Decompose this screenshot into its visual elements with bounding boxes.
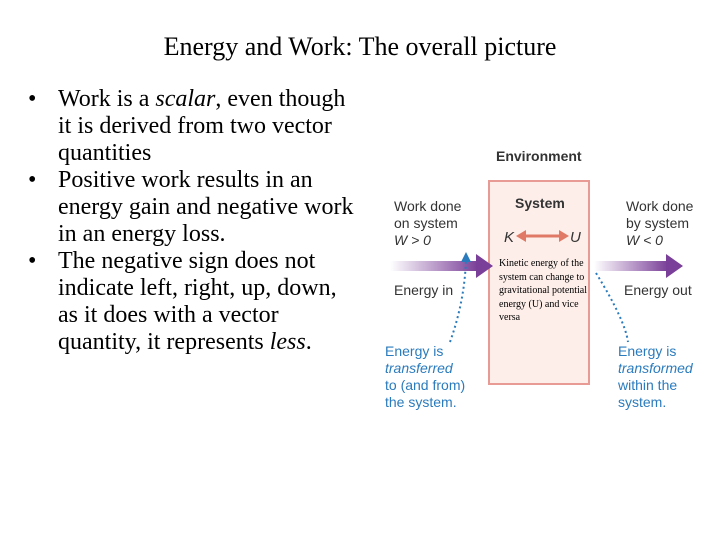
kinetic-symbol: K xyxy=(504,229,515,246)
system-note: Kinetic energy of the system can change to gravitational potential energy (U) and vice versa xyxy=(499,258,588,324)
bullet-item xyxy=(28,86,358,167)
bullet-emphasis: less xyxy=(269,329,306,355)
energy-out-arrow xyxy=(594,254,683,278)
bullet-dot: • xyxy=(28,248,37,274)
bullet-emphasis: scalar xyxy=(155,86,216,112)
environment-label: Environment xyxy=(496,148,582,164)
energy-diagram xyxy=(380,140,710,430)
bullet-text: Work is a xyxy=(58,86,156,112)
work-on-system-text: Work done on system W > 0 xyxy=(394,198,462,248)
bullet-dot: • xyxy=(28,86,37,112)
bullet-text: , even though it is derived from two vector quantities xyxy=(58,86,346,166)
energy-out-label: Energy out xyxy=(624,282,692,298)
energy-transferred-text: Energy is transferred to (and from) the system. xyxy=(385,343,466,410)
bullet-list xyxy=(28,86,358,356)
slide-title: Energy and Work: The overall picture xyxy=(163,32,557,61)
bullet-item xyxy=(28,248,358,356)
bullet-text: Positive work results in an energy gain and negative work in an energy loss. xyxy=(58,167,354,247)
system-label: System xyxy=(515,195,565,211)
energy-transformed-text: Energy is transformed within the system. xyxy=(618,343,693,410)
bullet-text: . xyxy=(305,329,312,355)
transferred-arrowhead xyxy=(461,252,471,262)
energy-in-label: Energy in xyxy=(394,282,454,298)
potential-symbol: U xyxy=(570,229,581,246)
bullet-dot: • xyxy=(28,167,37,193)
work-by-system-text: Work done by system W < 0 xyxy=(626,198,694,248)
bullet-text: The negative sign does not indicate left, right, up, down, as it does with a vector quantity, it represents xyxy=(58,248,337,355)
bullet-item xyxy=(28,167,358,248)
kinetic-potential-arrow xyxy=(516,230,569,242)
energy-in-arrow xyxy=(390,254,493,278)
